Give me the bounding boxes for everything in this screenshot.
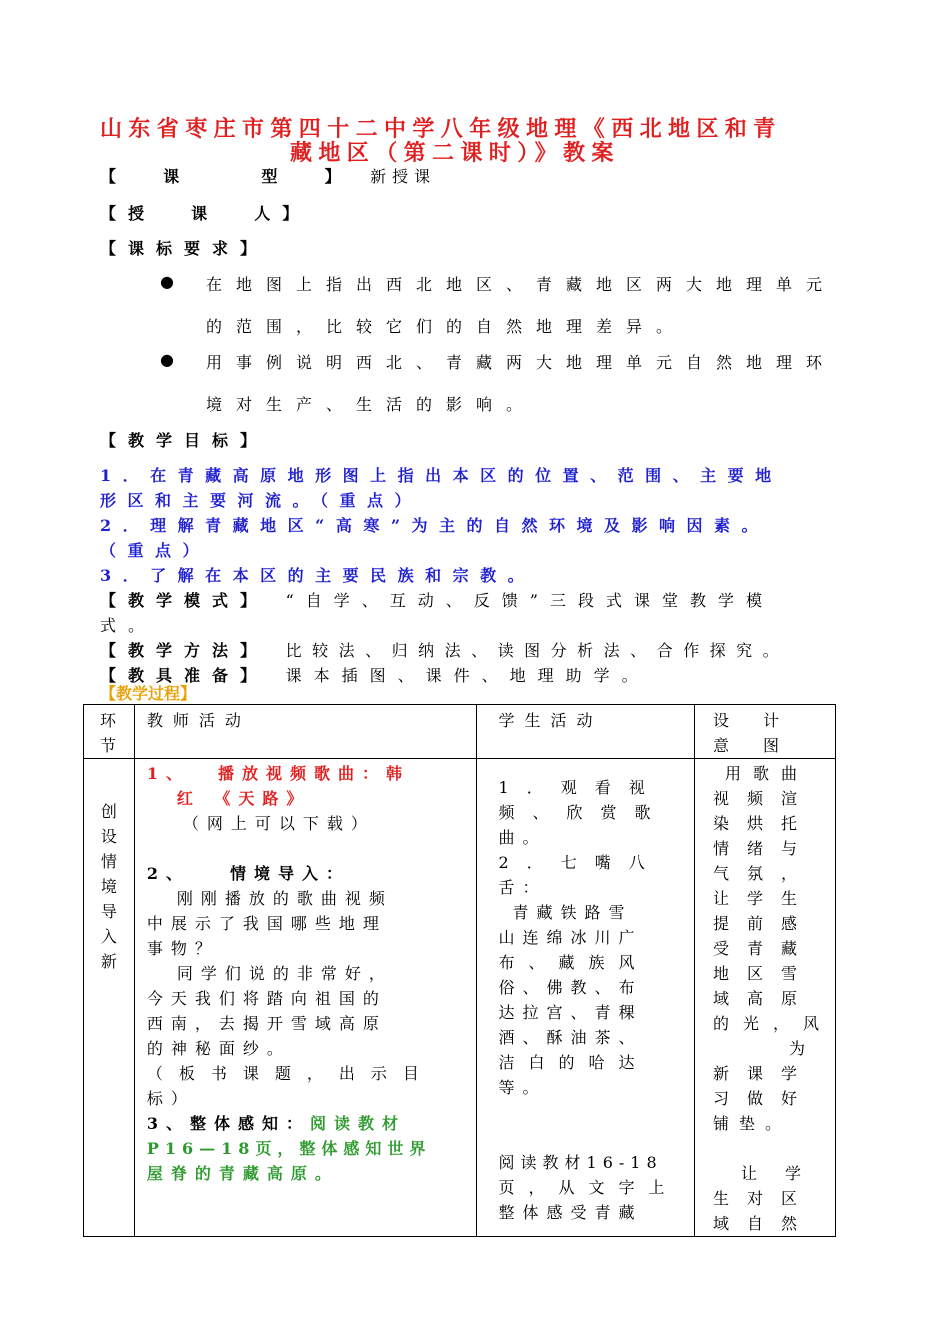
student-line: 山连绵冰川广	[498, 928, 643, 947]
lesson-type-row	[100, 164, 436, 187]
standard-bullet2-line1: 用事例说明西北、青藏两大地理单元自然地理环	[206, 353, 837, 372]
student-line: 布、藏族风	[498, 953, 649, 972]
student-line: 酒、酥油茶、	[498, 1028, 643, 1047]
header-student: 学生活动	[476, 705, 695, 759]
table-row	[84, 759, 836, 1237]
design-line: 让学生	[713, 889, 816, 908]
header-teacher: 教师活动	[134, 705, 476, 759]
student-line: 曲。	[498, 828, 547, 847]
teacher-activity-cell	[134, 759, 476, 1237]
student-line: 达拉宫、青稞	[498, 1003, 643, 1022]
mode-value-cont: 式。	[100, 616, 157, 635]
process-label: 【教学过程】	[100, 684, 197, 703]
student-line: 1．观看视	[498, 778, 663, 797]
teacher-para2-line1: 同学们说的非常好，	[176, 964, 393, 983]
goal2-line2: （重点）	[100, 541, 211, 560]
standard-bullet2-line2: 境对生产、生活的影响。	[206, 395, 537, 414]
goal2-line1: 2．理解青藏地区“高寒”为主的自然环境及影响因素。	[100, 516, 770, 535]
tool-value: 课本插图、课件、地理助学。	[285, 666, 650, 685]
student-line: 青藏铁路雪	[512, 903, 633, 922]
lesson-type-value: 新授课	[370, 167, 437, 186]
teacher-para1-line2: 中展示了我国哪些地理	[146, 914, 387, 933]
teacher-para2-line4: 的神秘面纱。	[146, 1039, 291, 1058]
mode-label: 【教学模式】	[100, 591, 269, 610]
teacher-step3-line3: 屋脊的青藏高原。	[146, 1164, 339, 1183]
student-line: 整体感受青藏	[498, 1203, 643, 1222]
design-line: 视频渲	[713, 789, 816, 808]
goal3: 3．了解在本区的主要民族和宗教。	[100, 566, 536, 585]
design-line: 用歌曲	[725, 764, 810, 783]
standard-bullet1-line2: 的范围，比较它们的自然地理差异。	[206, 317, 687, 336]
student-activity-cell	[476, 759, 695, 1237]
design-line: 域高原	[713, 989, 816, 1008]
student-line: 洁白的哈达	[498, 1053, 649, 1072]
table-header-row	[84, 705, 836, 759]
student-line: 舌：	[498, 878, 547, 897]
design-line: 生对区	[713, 1189, 816, 1208]
goal1-line1: 1．在青藏高原地形图上指出本区的位置、范围、主要地	[100, 466, 783, 485]
student-line: 频、欣赏歌	[498, 803, 669, 822]
document-title-line1: 山东省枣庄市第四十二中学八年级地理《西北地区和青	[100, 116, 782, 142]
teacher-para1-line3: 事物？	[146, 939, 219, 958]
design-line: 地区雪	[713, 964, 816, 983]
teacher-step2: 2、 情境导入：	[146, 864, 351, 883]
design-line: 的光，风	[713, 1014, 834, 1033]
student-line: 俗、佛教、布	[498, 978, 643, 997]
design-line: 新课学	[713, 1064, 816, 1083]
method-value: 比较法、归纳法、读图分析法、合作探究。	[285, 641, 790, 660]
teacher-step3: 3、整体感知：阅读教材	[146, 1114, 407, 1133]
teacher-para3-line1: （板书课题，出示目	[146, 1064, 435, 1083]
design-line: 习做好	[713, 1089, 816, 1108]
design-line: 气氛，	[713, 864, 816, 883]
goal1-line2: 形区和主要河流。（重点）	[100, 491, 423, 510]
teacher-para3-line2: 标）	[146, 1089, 195, 1108]
design-line: 情绪与	[713, 839, 816, 858]
mode-row	[100, 588, 774, 611]
method-label: 【教学方法】	[100, 641, 269, 660]
header-stage: 环节	[84, 705, 135, 759]
document-title-line2: 藏地区（第二课时）》教案	[290, 140, 620, 166]
design-line: 受青藏	[713, 939, 816, 958]
teacher-label: 【授 课 人】	[100, 204, 311, 223]
design-intent-cell	[695, 759, 836, 1237]
student-line: 等。	[498, 1078, 547, 1097]
design-line: 让学	[741, 1164, 830, 1183]
goal-label: 【教学目标】	[100, 431, 269, 450]
bullet-icon: ●	[160, 272, 174, 291]
standard-label: 【课标要求】	[100, 239, 269, 258]
student-line: 页，从文字上	[498, 1178, 679, 1197]
design-line: 域自然	[713, 1214, 816, 1233]
method-row	[100, 638, 789, 661]
design-line: 染烘托	[713, 814, 816, 833]
design-line: 提前感	[713, 914, 816, 933]
teacher-step1: 1、 播放视频歌曲：韩	[146, 764, 411, 783]
mode-value: “自学、互动、反馈”三段式课堂教学模	[285, 591, 774, 610]
student-line: 2．七嘴八	[498, 853, 663, 872]
teacher-para1-line1: 刚刚播放的歌曲视频	[176, 889, 393, 908]
standard-bullet1-line1: 在地图上指出西北地区、青藏地区两大地理单元	[206, 275, 837, 294]
stage-cell	[84, 759, 135, 1237]
teacher-step1-note: （网上可以下载）	[182, 814, 375, 833]
tool-label: 【教具准备】	[100, 666, 269, 685]
teacher-para2-line2: 今天我们将踏向祖国的	[146, 989, 387, 1008]
header-design: 设计意图	[695, 705, 836, 759]
lesson-type-label: 【 课 型 】	[100, 167, 353, 186]
teacher-para2-line3: 西南，去揭开雪域高原	[146, 1014, 387, 1033]
teacher-step1-title: 红 《天路》	[176, 789, 311, 808]
process-table	[83, 704, 836, 1237]
stage-text: 创设情境导入新	[100, 802, 117, 971]
student-line: 阅读教材16-18	[498, 1153, 663, 1172]
design-line: 为	[789, 1039, 814, 1058]
design-line: 铺垫。	[713, 1114, 792, 1133]
teacher-step3-line2: P16—18页，整体感知世界	[146, 1139, 432, 1158]
bullet-icon: ●	[160, 350, 174, 369]
